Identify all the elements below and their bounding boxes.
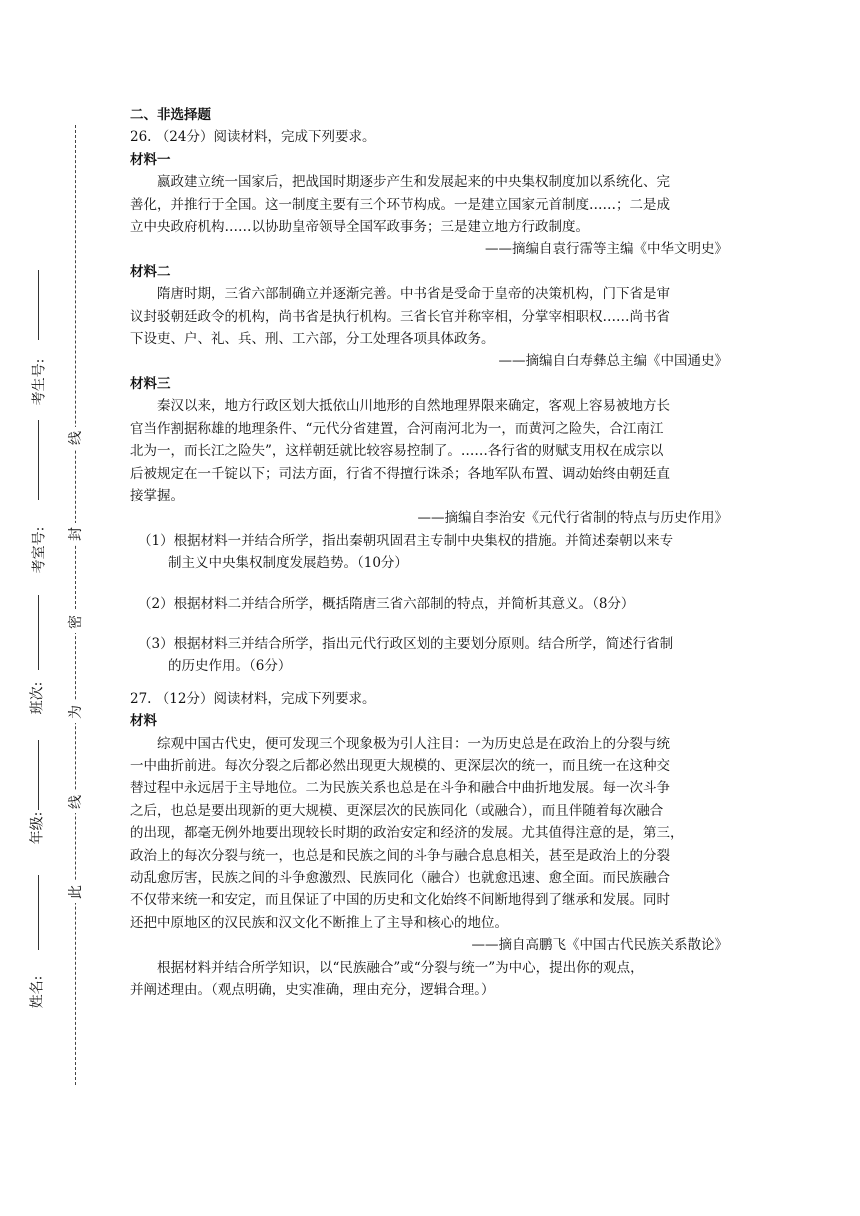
label-grade: 年级:: [26, 812, 46, 845]
label-exam-room: 考室号:: [28, 527, 48, 574]
q27-material-line: 还把中原地区的汉民族和汉文化不断推上了主导和核心的地位。: [130, 914, 508, 931]
q27-material-line: 替过程中永远居于主导地位。二为民族关系也总是在斗争和融合中曲折地发展。每一次斗争: [130, 780, 670, 797]
material-2-source: ——摘编自白寿彝总主编《中国通史》: [498, 353, 728, 370]
material-3-line: 后被规定在一千锭以下；司法方面，行省不得擅行诛杀；各地军队布置、调动始终由朝廷直: [130, 465, 670, 482]
material-1-title: 材料一: [130, 151, 171, 168]
q27-material-line: 政治上的每次分裂与统一，也总是和民族之间的斗争与融合息息相关，甚至是政治上的分裂: [130, 847, 670, 864]
exam-content: [130, 104, 730, 1001]
q27-material-source: ——摘自高鹏飞《中国古代民族关系散论》: [471, 937, 728, 954]
seal-dashed-line: [75, 125, 76, 1085]
q27-material-line: 一中曲折前进。每次分裂之后都必然出现更大规模的、更深层次的统一，而且统一在这种交: [130, 757, 670, 774]
material-1-source: ——摘编自袁行霈等主编《中华文明史》: [485, 241, 728, 258]
q27-task-cont: 并阐述理由。（观点明确，史实准确，理由充分，逻辑合理。）: [130, 982, 495, 999]
fill-line: [38, 420, 39, 500]
seal-char: 线: [65, 427, 85, 449]
material-1-line: 立中央政府机构……以协助皇帝领导全国军政事务；三是建立地方行政制度。: [130, 219, 589, 236]
q27-material-line: 综观中国古代史，便可发现三个现象极为引人注目：一为历史总是在政治上的分裂与统: [157, 735, 670, 752]
material-3-line: 秦汉以来，地方行政区划大抵依山川地形的自然地理界限来确定，客观上容易被地方长: [157, 398, 670, 415]
subquestion-1: （1）根据材料一并结合所学，指出秦朝巩固君主专制中央集权的措施。并简述秦朝以来专: [138, 532, 674, 549]
seal-char: 密: [65, 611, 85, 633]
subquestion-1-cont: 制主义中央集权制度发展趋势。（10分）: [168, 555, 408, 572]
seal-char: 封: [65, 523, 85, 545]
fill-line: [38, 270, 39, 340]
material-1-line: 善化，并推行于全国。这一制度主要有三个环节构成。一是建立国家元首制度……；二是成: [130, 196, 670, 213]
material-2-line: 议封驳朝廷政令的机构，尚书省是执行机构。三省长官并称宰相，分掌宰相职权……尚书省: [130, 308, 670, 325]
subquestion-3: （3）根据材料三并结合所学，指出元代行政区划的主要划分原则。结合所学，简述行省制: [138, 635, 674, 652]
label-class: 班次:: [26, 682, 46, 715]
subquestion-2: （2）根据材料二并结合所学，概括隋唐三省六部制的特点，并简析其意义。（8分）: [138, 595, 635, 612]
q27-material-title: 材料: [130, 713, 157, 730]
q27-header: 27. （12分）阅读材料，完成下列要求。: [130, 690, 376, 707]
seal-char: 线: [65, 791, 85, 813]
seal-char: 为: [65, 701, 85, 723]
material-3-line: 接掌握。: [130, 487, 184, 504]
material-2-title: 材料二: [130, 263, 171, 280]
subquestion-3-cont: 的历史作用。（6分）: [168, 658, 292, 675]
material-2-line: 下设吏、户、礼、兵、刑、工六部，分工处理各项具体政务。: [130, 331, 495, 348]
material-3-source: ——摘编自李治安《元代行省制的特点与历史作用》: [417, 510, 728, 527]
material-3-title: 材料三: [130, 375, 171, 392]
q26-header: 26. （24分）阅读材料，完成下列要求。: [130, 129, 376, 146]
label-candidate-number: 考生号:: [28, 359, 48, 406]
material-1-line: 嬴政建立统一国家后，把战国时期逐步产生和发展起来的中央集权制度加以系统化、完: [157, 174, 670, 191]
seal-char: 此: [65, 881, 85, 903]
material-3-line: 北为一，而长江之险失”，这样朝廷就比较容易控制了。……各行省的财赋支用权在成宗以: [130, 443, 664, 460]
fill-line: [38, 595, 39, 670]
label-name: 姓名:: [26, 976, 46, 1009]
section-title: 二、非选择题: [130, 107, 211, 123]
fill-line: [38, 875, 39, 950]
q27-material-line: 不仅带来统一和安定，而且保证了中国的历史和文化始终不间断地得到了继承和发展。同时: [130, 892, 670, 909]
q27-material-line: 之后，也总是要出现新的更大规模、更深层次的民族同化（或融合），而且伴随着每次融合: [130, 802, 664, 819]
q27-material-line: 动乱愈厉害，民族之间的斗争愈激烈、民族同化（融合）也就愈迅速、愈全面。而民族融合: [130, 870, 670, 886]
material-2-line: 隋唐时期，三省六部制确立并逐渐完善。中书省是受命于皇帝的决策机构，门下省是审: [157, 286, 670, 303]
material-3-line: 官当作割据称雄的地理条件、“元代分省建置，合河南河北为一，而黄河之险失，合江南江: [130, 420, 664, 437]
binding-margin: [0, 0, 110, 1216]
fill-line: [38, 740, 39, 810]
q27-material-line: 的出现，都毫无例外地要出现较长时期的政治安定和经济的发展。尤其值得注意的是，第三，: [130, 825, 684, 842]
q27-task: 根据材料并结合所学知识，以“民族融合”或“分裂与统一”为中心，提出你的观点，: [157, 959, 644, 976]
